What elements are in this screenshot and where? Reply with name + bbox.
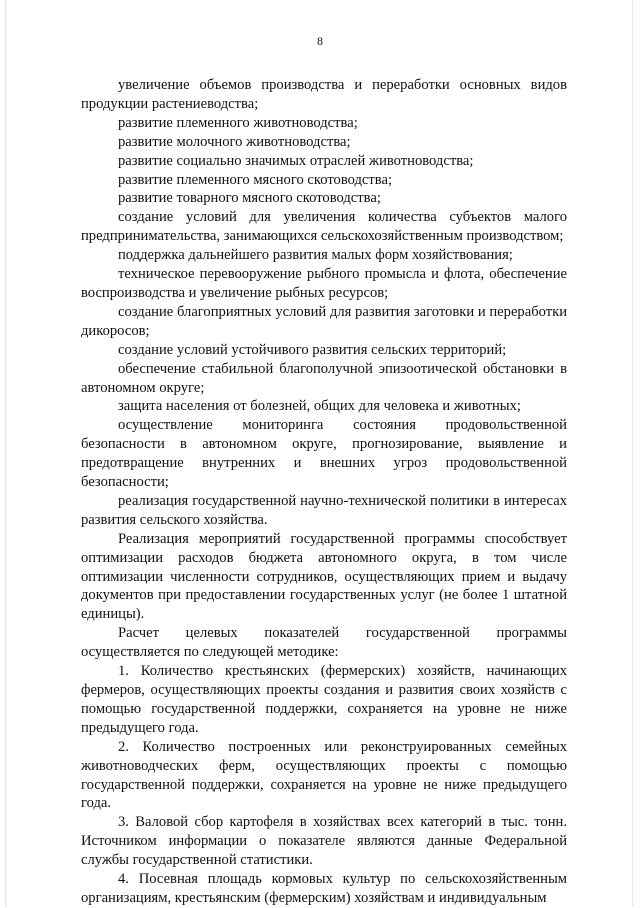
paragraph: создание условий устойчивого развития сельских территорий;	[118, 341, 507, 358]
page-number: 8	[317, 34, 323, 48]
page-edge-left	[5, 0, 7, 905]
paragraph: создание условий для увеличения количества субъектов малого предпринимательства, занимающихся сельскохозяйственным производством;	[81, 209, 567, 245]
document-body	[81, 76, 567, 908]
paragraph: Расчет целевых показателей государственной программы осуществляется по следующей методике:	[81, 625, 567, 661]
paragraph: техническое перевооружение рыбного промысла и флота, обеспечение воспроизводства и увеличение рыбных ресурсов;	[81, 266, 567, 301]
paragraph: развитие товарного мясного скотоводства;	[118, 190, 381, 207]
numbered-paragraph: 4. Посевная площадь кормовых культур по сельскохозяйственным организациям, крестьянским (фермерским) хозяйствам и индивидуальным	[81, 871, 567, 906]
paragraph: развитие племенного животноводства;	[118, 114, 358, 131]
paragraph: защита населения от болезней, общих для человека и животных;	[118, 398, 521, 415]
paragraph: Реализация мероприятий государственной программы способствует оптимизации расходов бюджета автономного округа, в том числе оптимизации численности сотрудников, осуществляющих прием и выдачу документов при предоставлении государственных услуг (не более 1 штатной единицы).	[81, 530, 567, 623]
paragraph: развитие молочного животноводства;	[118, 133, 351, 150]
numbered-paragraph: 2. Количество построенных или реконструированных семейных животноводческих ферм, осуществляющих проекты с помощью государственной поддержки, сохраняется на уровне не ниже предыдущего года.	[81, 738, 567, 812]
numbered-paragraph: 3. Валовой сбор картофеля в хозяйствах всех категорий в тыс. тонн. Источником информации о показателе являются данные Федеральной службы государственной статистики.	[81, 814, 567, 869]
paragraph: обеспечение стабильной благополучной эпизоотической обстановки в автономном округе;	[81, 360, 567, 396]
paragraph: развитие племенного мясного скотоводства;	[118, 171, 393, 188]
page-edge-right	[632, 0, 634, 905]
paragraph: поддержка дальнейшего развития малых форм хозяйствования;	[118, 247, 513, 264]
paragraph: осуществление мониторинга состояния продовольственной безопасности в автономном округе, прогнозирование, выявление и предотвращение внутренних и внешних угроз продовольственной безопасности;	[81, 417, 567, 491]
paragraph: развитие социально значимых отраслей животноводства;	[118, 152, 474, 169]
paragraph: создание благоприятных условий для развития заготовки и переработки дикоросов;	[81, 303, 567, 339]
numbered-paragraph: 1. Количество крестьянских (фермерских) хозяйств, начинающих фермеров, осуществляющих проекты создания и развития своих хозяйств с помощью государственной поддержки, сохраняется на уровне не ниже предыдущего года.	[81, 663, 567, 736]
paragraph: реализация государственной научно-технической политики в интересах развития сельского хозяйства.	[81, 492, 567, 528]
paragraph: увеличение объемов производства и переработки основных видов продукции растениеводства;	[81, 77, 567, 112]
